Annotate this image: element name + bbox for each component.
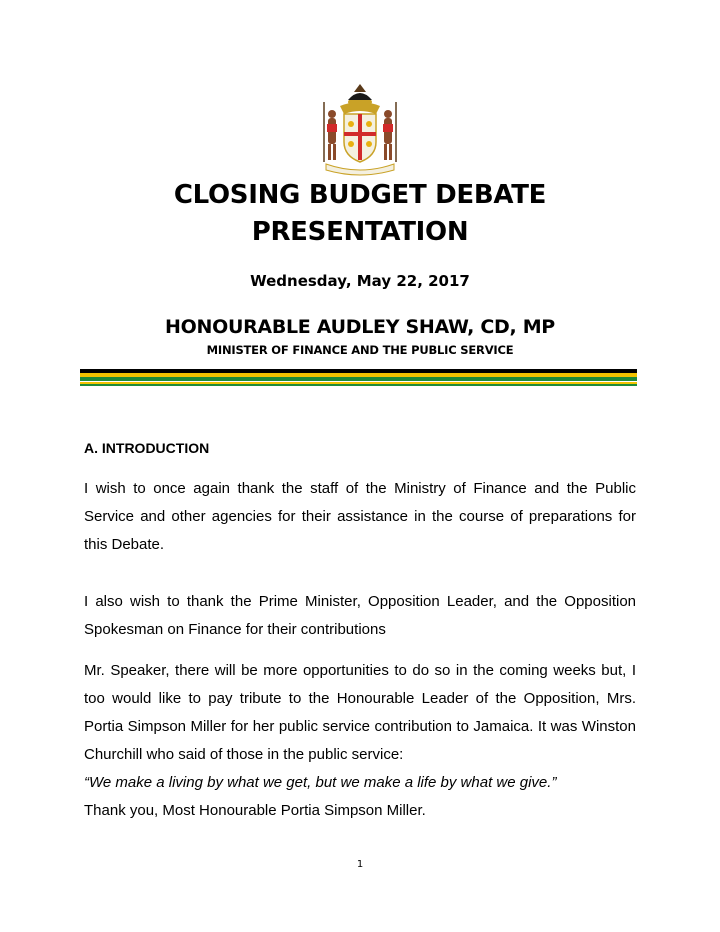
- section-heading: A. INTRODUCTION: [84, 440, 210, 456]
- document-date: Wednesday, May 22, 2017: [250, 272, 470, 290]
- speaker-role: MINISTER OF FINANCE AND THE PUBLIC SERVICE: [206, 343, 514, 357]
- speaker-name: HONOURABLE AUDLEY SHAW, CD, MP: [165, 316, 555, 338]
- document-title-line-2: PRESENTATION: [251, 217, 469, 247]
- page-number: 1: [356, 859, 364, 870]
- coat-of-arms-icon: [318, 84, 402, 176]
- tribute-text: Mr. Speaker, there will be more opportunities to do so in the coming weeks but, I too would like to pay tribute to the Honourable Leader of the Opposition, Mrs. Portia Simpson Miller for her public service contribution to Jamaica. It was Winston Churchill who said of those in the public service:: [84, 662, 636, 763]
- flag-color-divider: [80, 369, 637, 386]
- paragraph-tribute: [84, 657, 636, 825]
- closing-thanks: Thank you, Most Honourable Portia Simpson Miller.: [84, 802, 426, 819]
- churchill-quote: “We make a living by what we get, but we make a life by what we give.”: [84, 774, 557, 791]
- paragraph-thanks-leaders: I also wish to thank the Prime Minister, Opposition Leader, and the Opposition Spokesman on Finance for their contributions: [84, 593, 636, 638]
- paragraph-thanks-staff: I wish to once again thank the staff of the Ministry of Finance and the Public Service and other agencies for their assistance in the course of preparations for this Debate.: [84, 480, 636, 553]
- stripe-green-lower: [80, 384, 637, 386]
- document-title-line-1: CLOSING BUDGET DEBATE: [173, 180, 547, 210]
